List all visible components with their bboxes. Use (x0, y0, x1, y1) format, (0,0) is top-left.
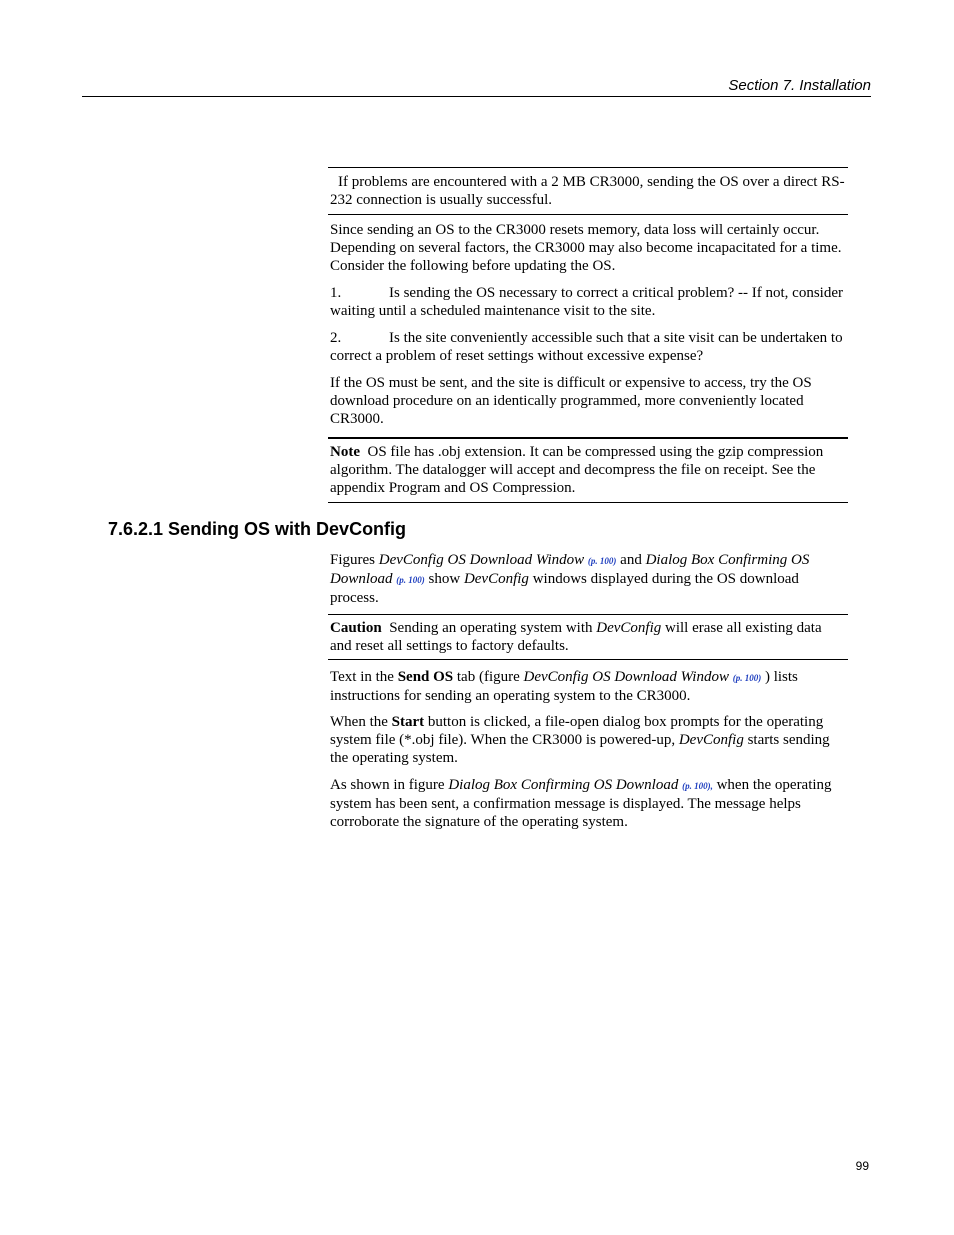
app-name: DevConfig (596, 620, 662, 636)
app-name: DevConfig (678, 732, 744, 748)
list-item-text: Is sending the OS necessary to correct a critical problem? -- If not, consider waiting until a scheduled maintenance visit to the site. (330, 285, 843, 319)
start-paragraph (328, 713, 848, 767)
figures-block (328, 551, 848, 607)
figure-title: Dialog Box Confirming OS Download (448, 777, 679, 793)
start-block (328, 713, 848, 767)
caution-label: Caution (330, 620, 382, 636)
list-item-text: Is the site conveniently accessible such that a site visit can be undertaken to correct a problem of reset settings without excessive expense? (330, 330, 843, 364)
text-run: when the operating system has been sent, a confirmation message is displayed. The message helps corroborate the signature of the operating system. (330, 777, 832, 830)
figure-title: DevConfig OS Download Window (523, 669, 729, 685)
list-item-number: 2. (330, 330, 342, 346)
figures-paragraph (328, 551, 848, 607)
text-run: windows displayed during the OS download process. (330, 571, 799, 606)
text-run: Sending an operating system with (389, 620, 597, 636)
text-run: button is clicked, a file-open dialog box prompts for the operating system file (*.obj file). When the CR3000 is powered-up, (330, 714, 824, 748)
section-heading: 7.6.2.1 Sending OS with DevConfig (108, 519, 407, 539)
considerations-list-2 (328, 329, 848, 365)
page-reference-link[interactable]: (p. 100), (682, 781, 713, 791)
note-box (328, 437, 848, 503)
button-name: Start (391, 714, 425, 730)
note-text (330, 443, 846, 497)
send-os-block (328, 668, 848, 705)
note-label: Note (330, 444, 360, 460)
text-run: When the (330, 714, 392, 730)
figure-title: Dialog Box Confirming OS Download (330, 552, 810, 587)
confirm-block (328, 776, 848, 831)
list-item (328, 329, 848, 365)
caution-text (330, 619, 846, 655)
list-item-number: 1. (330, 285, 342, 301)
text-run: Figures (330, 552, 379, 568)
app-name: DevConfig (463, 571, 529, 587)
page-number: 99 (855, 1159, 869, 1173)
note-body: OS file has .obj extension. It can be compressed using the gzip compression algorithm. The datalogger will accept and decompress the file on receipt. See the appendix Program and OS Compression (330, 444, 824, 496)
top-note-text: If problems are encountered with a 2 MB CR3000, sending the OS over a direct RS-232 connection is usually successful. (330, 174, 845, 208)
page-reference-link[interactable]: (p. 100) (587, 556, 617, 566)
section-title: Section 7. Installation (728, 77, 871, 94)
page-header (82, 76, 871, 97)
intro-paragraph: Since sending an OS to the CR3000 resets memory, data loss will certainly occur. Depending on several factors, the CR3000 may also become incapacitated for a time. Consider the following before updating the OS. (330, 222, 842, 274)
advice-block (328, 374, 848, 428)
text-run: will erase all existing data and reset all settings to factory defaults. (330, 620, 822, 654)
text-run: and (616, 552, 646, 568)
page-reference-link[interactable]: (p. 100) (732, 673, 762, 683)
tab-name: Send OS (397, 669, 454, 685)
send-os-paragraph (328, 668, 848, 705)
text-run: Text in the (330, 669, 398, 685)
intro-block (328, 221, 848, 275)
text-run: starts sending the operating system. (330, 732, 830, 766)
page-reference-link[interactable]: (p. 100) (396, 575, 425, 585)
text-run: tab (figure (453, 669, 524, 685)
top-note-box (328, 167, 848, 215)
text-run: ) lists instructions for sending an operating system to the CR3000. (330, 669, 798, 704)
advice-paragraph: If the OS must be sent, and the site is difficult or expensive to access, try the OS download procedure on an identically programmed, more conveniently located CR3000. (330, 375, 812, 427)
confirm-paragraph (328, 776, 848, 831)
text-run: show (424, 571, 464, 587)
figure-title: DevConfig OS Download Window (378, 552, 585, 568)
considerations-list (328, 284, 848, 320)
text-run: As shown in figure (330, 777, 449, 793)
caution-box (328, 614, 848, 660)
list-item (328, 284, 848, 320)
note-end: . (571, 480, 576, 496)
